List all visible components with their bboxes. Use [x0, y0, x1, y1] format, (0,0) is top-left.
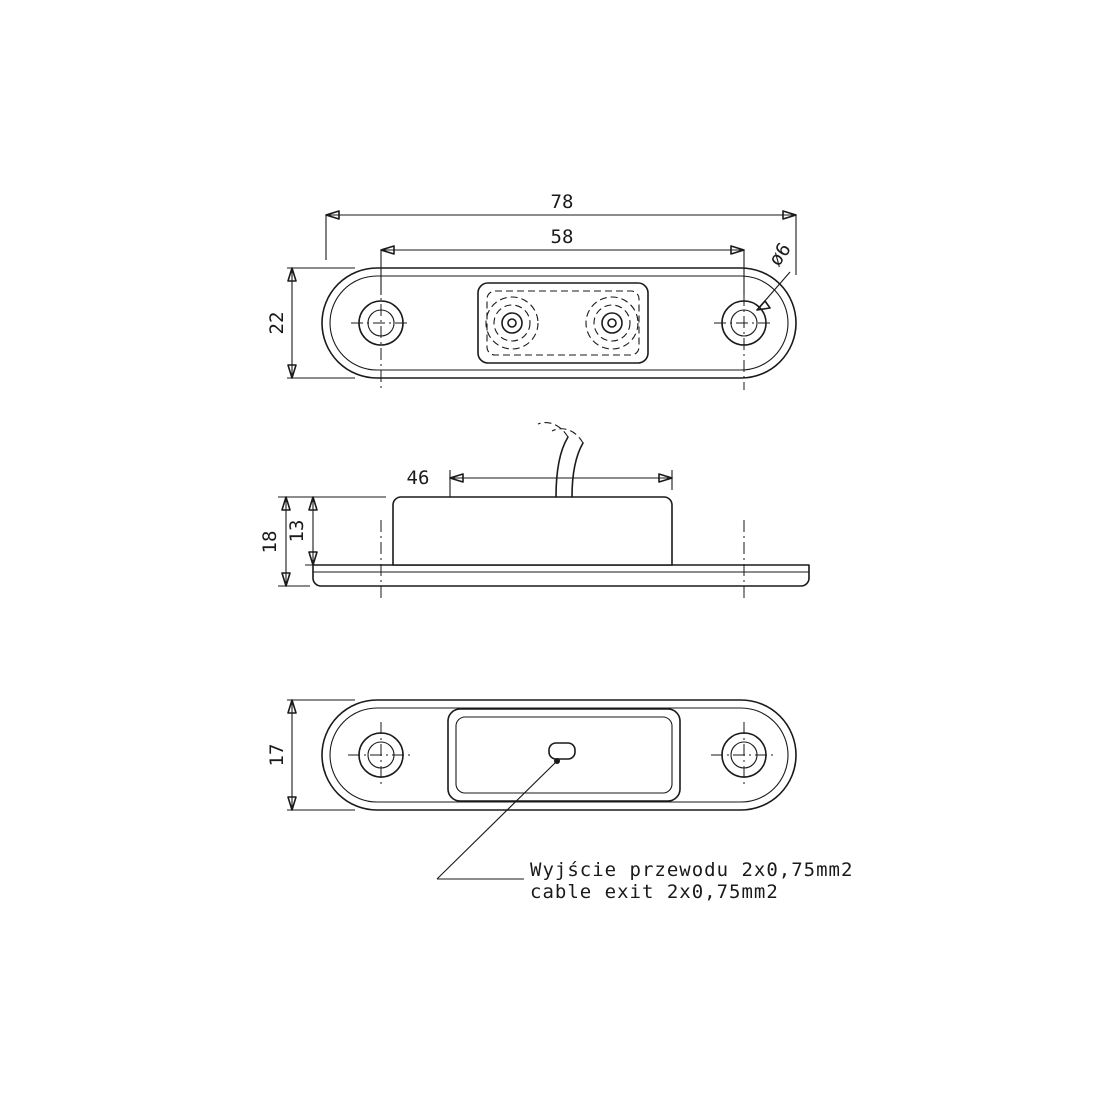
top-view [266, 191, 796, 390]
bottom-view [266, 700, 853, 903]
dim-78-label: 78 [550, 191, 574, 213]
dim-d6-label: ø6 [764, 238, 796, 271]
cable-break-upper [538, 423, 568, 437]
cable-left-edge [556, 437, 568, 497]
callout-note-line-1: Wyjście przewodu 2x0,75mm2 [530, 859, 854, 881]
side-view-baseplate [313, 565, 809, 586]
dim-46-label: 46 [406, 467, 430, 489]
cable-right-edge [572, 443, 583, 497]
dim-58-label: 58 [550, 226, 574, 248]
callout-leader-dot [554, 758, 560, 764]
side-view [259, 423, 809, 600]
dim-13-label: 13 [286, 519, 308, 543]
dim-18-label: 18 [259, 530, 281, 554]
dim-17-label: 17 [266, 743, 288, 767]
dim-22-label: 22 [266, 311, 288, 335]
callout-note-line-2: cable exit 2x0,75mm2 [530, 881, 779, 903]
side-view-body [393, 497, 672, 565]
